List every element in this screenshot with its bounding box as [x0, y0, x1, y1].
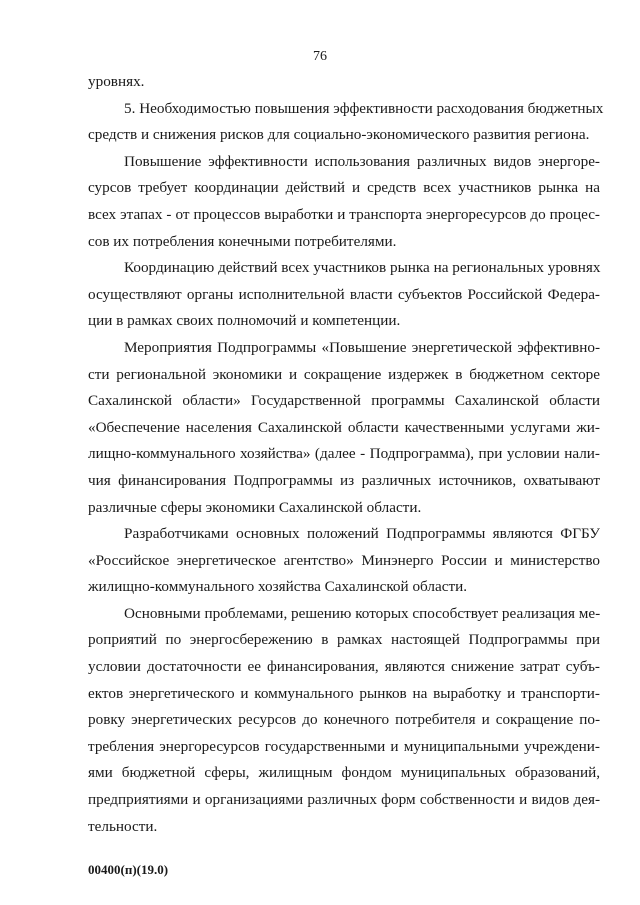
text-line: сти региональной экономики и сокращение издержек в бюджетном секторе	[88, 365, 600, 383]
text-line: «Российское энергетическое агентство» Минэнерго России и министерство	[88, 551, 600, 569]
text-line: чия финансирования Подпрограммы из различных источников, охватывают	[88, 471, 600, 489]
text-line: «Обеспечение населения Сахалинской области качественными услугами жи-	[88, 418, 600, 436]
text-line: уровнях.	[88, 73, 145, 90]
text-line: ектов энергетического и коммунального рынков на выработку и транспорти-	[88, 684, 600, 702]
text-line: ции в рамках своих полномочий и компетенции.	[88, 312, 401, 330]
text-line: Повышение эффективности использования различных видов энергоре-	[124, 152, 600, 170]
text-line: Координацию действий всех участников рынка на региональных уровнях	[124, 259, 601, 277]
text-line: лищно-коммунального хозяйства» (далее - Подпрограмма), при условии нали-	[88, 445, 600, 463]
text-line: ровку энергетических ресурсов до конечного потребителя и сокращение по-	[88, 711, 600, 729]
text-line: требления энергоресурсов государственными и муниципальными учреждени-	[88, 737, 600, 755]
text-line: Сахалинской области» Государственной программы Сахалинской области	[88, 392, 600, 410]
text-line: тельности.	[88, 817, 158, 835]
text-line: Мероприятия Подпрограммы «Повышение энергетической эффективно-	[124, 338, 600, 356]
document-body	[88, 69, 604, 840]
text-line: различные сферы экономики Сахалинской области.	[88, 498, 422, 516]
text-line: предприятиями и организациями различных форм собственности и видов дея-	[88, 791, 600, 809]
document-code: 00400(п)(19.0)	[88, 862, 169, 877]
text-line: ями бюджетной сферы, жилищным фондом муниципальных образований,	[88, 764, 600, 782]
text-line: осуществляют органы исполнительной власти субъектов Российской Федера-	[88, 285, 600, 303]
text-line: всех этапах - от процессов выработки и транспорта энергоресурсов до процес-	[88, 205, 600, 223]
text-line: роприятий по энергосбережению в рамках настоящей Подпрограммы при	[88, 631, 600, 649]
text-line: сов их потребления конечными потребителями.	[88, 232, 397, 250]
text-line: Основными проблемами, решению которых способствует реализация ме-	[124, 604, 601, 622]
text-line: Разработчиками основных положений Подпрограммы являются ФГБУ	[124, 525, 600, 543]
text-line: жилищно-коммунального хозяйства Сахалинской области.	[88, 578, 468, 596]
text-line: сурсов требует координации действий и средств всех участников рынка на	[88, 179, 600, 197]
page-number: 76	[313, 49, 327, 64]
text-line: 5. Необходимостью повышения эффективности расходования бюджетных	[124, 99, 604, 117]
text-line: средств и снижения рисков для социально-экономического развития региона.	[88, 126, 590, 144]
text-line: условии достаточности ее финансирования, являются снижение затрат субъ-	[88, 658, 600, 676]
